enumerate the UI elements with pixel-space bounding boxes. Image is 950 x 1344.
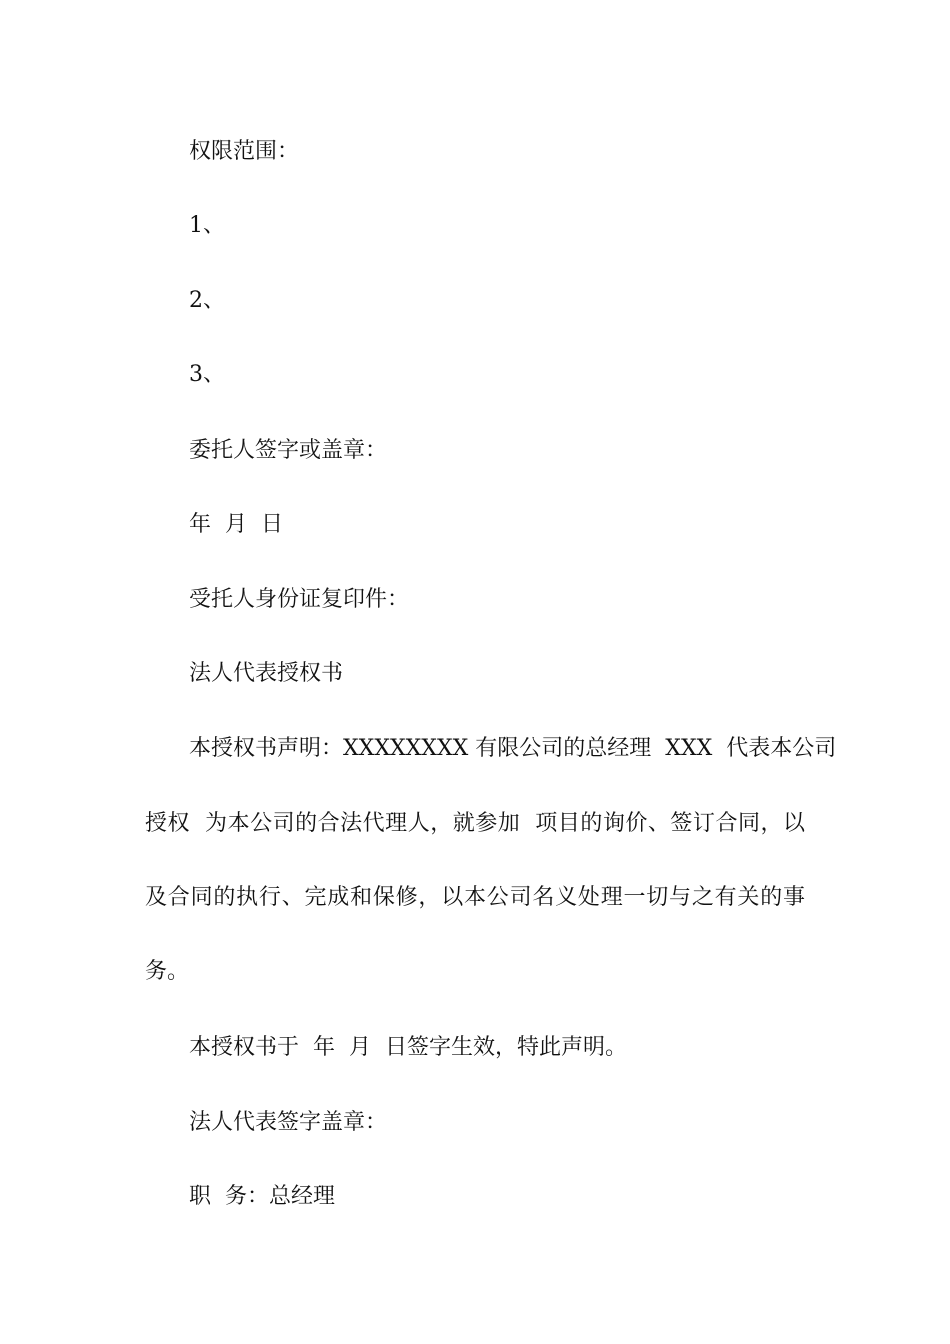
scope-item-3: 3、 <box>189 362 225 387</box>
principal-sign-line: 委托人签字或盖章： <box>189 438 388 463</box>
position-line: 职 务：总经理 <box>189 1184 335 1209</box>
scope-item-2: 2、 <box>189 288 225 313</box>
statement-line-1: 本授权书声明：XXXXXXXX 有限公司的总经理 XXX 代表本公司 <box>189 736 837 761</box>
statement-line-4: 务。 <box>145 959 190 984</box>
statement-line-2: 授权 为本公司的合法代理人，就参加 项目的询价、签订合同，以 <box>145 811 805 836</box>
effective-line: 本授权书于 年 月 日签字生效，特此声明。 <box>189 1035 627 1060</box>
agent-id-copy-line: 受托人身份证复印件： <box>189 587 410 612</box>
date-line: 年 月 日 <box>189 512 283 537</box>
legal-rep-sign-line: 法人代表签字盖章： <box>189 1110 388 1135</box>
scope-heading: 权限范围： <box>189 139 300 164</box>
auth-title: 法人代表授权书 <box>189 661 344 686</box>
statement-line-3: 及合同的执行、完成和保修，以本公司名义处理一切与之有关的事 <box>145 885 805 910</box>
scope-item-1: 1、 <box>189 213 225 238</box>
